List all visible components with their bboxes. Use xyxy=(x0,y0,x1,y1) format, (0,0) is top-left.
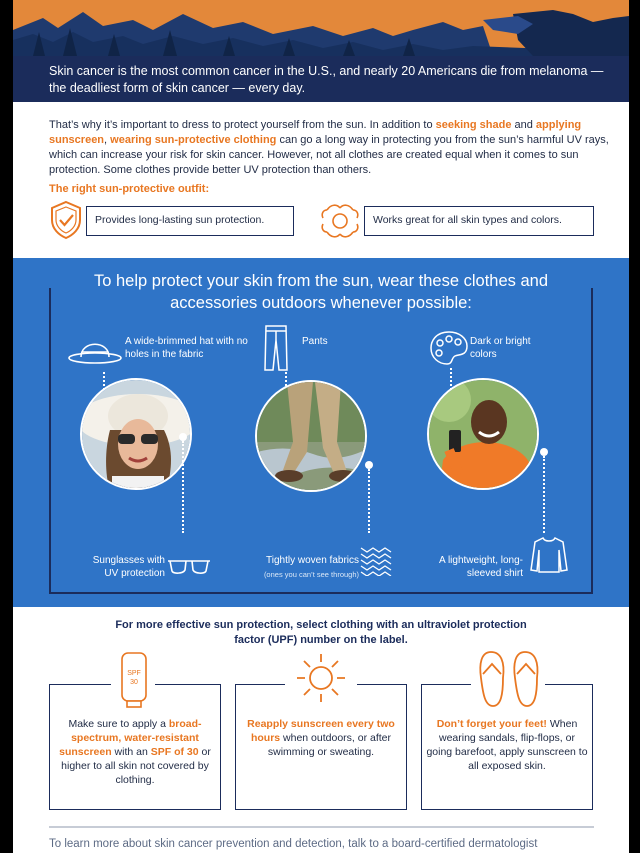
hands-circle-icon xyxy=(319,200,361,242)
card-border xyxy=(49,684,111,685)
tip-highlight: broad-spectrum, water-resistant sunscreen xyxy=(59,718,202,758)
cancer-statistic-banner: Skin cancer is the most common cancer in the U.S., and nearly 20 Americans die from melanoma — the deadliest form of skin cancer — every day. xyxy=(13,56,629,102)
card-border xyxy=(155,684,221,685)
shirt-pointer-dot xyxy=(540,448,548,456)
woven-fabrics-sublabel: (ones you can’t see through) xyxy=(263,570,359,579)
pants-label: Pants xyxy=(302,336,328,347)
fabric-pointer-dot xyxy=(365,461,373,469)
tip-text: when outdoors, or after swimming or sweating. xyxy=(267,732,392,758)
footer-text: To learn more about skin cancer prevention and detection, talk to a board-certified dermatologist xyxy=(49,838,538,850)
hat-icon xyxy=(67,334,123,366)
card-border xyxy=(421,684,471,685)
feature-all-skin-types: Works great for all skin types and colors. xyxy=(364,206,594,236)
infographic-page xyxy=(13,0,629,853)
footer-divider xyxy=(49,826,594,828)
connector-line xyxy=(543,456,545,533)
intro-text: That’s why it’s important to dress to protect yourself from the sun. In addition to xyxy=(49,119,436,131)
seeking-shade-link[interactable]: seeking shade xyxy=(435,119,512,131)
connector-line xyxy=(182,441,184,533)
walking-pants-photo xyxy=(255,380,367,492)
shirt-label: A lightweight, long-sleeved shirt xyxy=(439,555,523,579)
sunscreen-tip-text xyxy=(53,717,217,787)
pants-icon xyxy=(263,324,289,372)
tip-text: or higher to all skin not covered by clothing. xyxy=(61,746,211,786)
woven-fabrics-label: Tightly woven fabrics xyxy=(266,555,359,566)
section-title: To help protect your skin from the sun, wear these clothes and accessories outdoors whenever possible: xyxy=(73,270,569,314)
upf-note: For more effective sun protection, select clothing with an ultraviolet protection factor (UPF) number on the label. xyxy=(115,619,527,646)
outfit-heading: The right sun-protective outfit: xyxy=(49,183,210,195)
spf-label-number: 30 xyxy=(130,679,138,686)
clothing-section xyxy=(13,258,629,607)
tip-text: Make sure to apply a xyxy=(68,718,169,730)
man-long-sleeve-photo xyxy=(427,378,539,490)
shield-check-icon xyxy=(49,200,83,240)
hat-label: A wide-brimmed hat with no holes in the fabric xyxy=(125,336,248,360)
sunglasses-icon xyxy=(166,557,212,577)
hero-landscape-image xyxy=(13,0,629,56)
sunglasses-pointer-dot xyxy=(179,433,187,441)
intro-text: can go a long way in protecting you from the sun’s harmful UV rays, which can increase your risk for skin cancer. However, not all clothes are created equal when it comes to sun protection. Some clothes provide better UV protection than others. xyxy=(49,134,609,176)
applying-sunscreen-link[interactable]: applying sunscreen xyxy=(49,119,582,146)
woman-hat-photo xyxy=(80,378,192,490)
tip-highlight: Don’t forget your feet! xyxy=(436,718,547,730)
feature-long-lasting: Provides long-lasting sun protection. xyxy=(86,206,294,236)
woven-fabric-icon xyxy=(359,544,393,576)
tip-highlight: Reapply sunscreen every two hours xyxy=(247,718,395,744)
feet-tip-text xyxy=(425,717,589,773)
connector-line xyxy=(368,469,370,533)
flip-flops-icon xyxy=(477,650,541,708)
sun-icon xyxy=(295,652,347,704)
sun-protective-clothing-link[interactable]: wearing sun-protective clothing xyxy=(110,134,277,146)
palette-icon xyxy=(429,330,469,366)
tip-highlight: SPF of 30 xyxy=(150,746,199,758)
intro-paragraph xyxy=(49,118,611,178)
spf-label-top: SPF xyxy=(127,670,141,677)
colors-label: Dark or bright colors xyxy=(470,336,531,360)
reapply-tip-text xyxy=(239,717,403,759)
tip-text: When wearing sandals, flip-flops, or going barefoot, apply sunscreen to all exposed skin. xyxy=(426,718,588,772)
long-sleeve-shirt-icon xyxy=(529,536,569,574)
card-border xyxy=(235,684,285,685)
sunscreen-bottle-icon xyxy=(119,651,149,709)
intro-text: , xyxy=(104,134,111,146)
intro-text: and xyxy=(511,119,536,131)
card-border xyxy=(545,684,593,685)
sunglasses-label: Sunglasses with UV protection xyxy=(92,555,165,579)
card-border xyxy=(357,684,407,685)
tip-text: with an xyxy=(111,746,151,758)
